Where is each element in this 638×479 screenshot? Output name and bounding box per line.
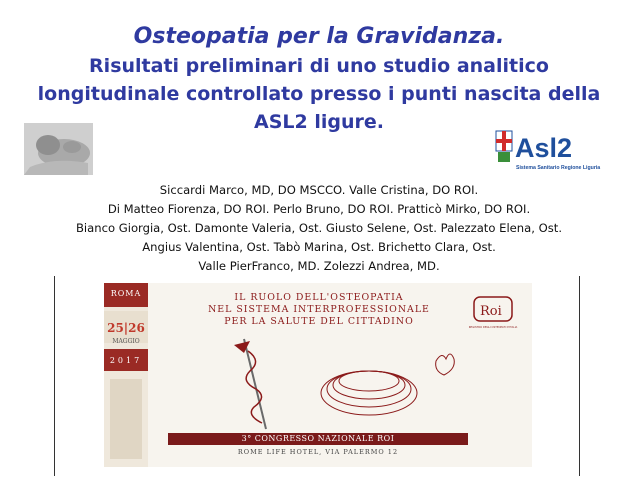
- authors-list: [0, 181, 638, 276]
- congress-poster-image: [104, 283, 532, 467]
- right-rule: [579, 276, 580, 476]
- caduceus-spiral-illustration: [204, 331, 454, 433]
- poster-venue: ROME LIFE HOTEL, VIA PALERMO 12: [237, 448, 399, 456]
- title-line-1: Osteopatia per la Gravidanza.: [133, 24, 505, 49]
- left-rule: [54, 276, 55, 476]
- sleeping-baby-photo: [24, 123, 93, 175]
- poster-heading-line-3: PER LA SALUTE DEL CITTADINO: [224, 316, 414, 327]
- asl2-logo-text: Asl2: [515, 133, 573, 163]
- poster-days: 25|26: [107, 321, 145, 335]
- asl2-logo: [494, 128, 601, 172]
- poster-congress-band: 3° CONGRESSO NAZIONALE ROI: [168, 433, 468, 445]
- title-line-4: ASL2 ligure.: [254, 111, 384, 133]
- poster-city: ROMA: [110, 289, 142, 298]
- poster-date-column: [104, 283, 148, 467]
- poster-heading: [204, 292, 434, 328]
- authors-line-3: Bianco Giorgia, Ost. Damonte Valeria, Ost. Giusto Selene, Ost. Palezzato Elena, Ost.: [75, 221, 563, 235]
- asl2-logo-caption: Sistema Sanitario Regione Liguria: [516, 165, 601, 171]
- poster-year: 2017: [109, 356, 143, 365]
- poster-heading-line-2: NEL SISTEMA INTERPROFESSIONALE: [208, 304, 430, 315]
- poster-heading-line-1: IL RUOLO DELL'OSTEOPATIA: [234, 292, 404, 303]
- authors-line-4: Angius Valentina, Ost. Tabò Marina, Ost. Brichetto Clara, Ost.: [142, 240, 496, 254]
- authors-line-5: Valle PierFranco, MD. Zolezzi Andrea, MD.: [198, 259, 440, 273]
- title-line-2: Risultati preliminari di uno studio analitico: [89, 55, 549, 77]
- roi-logo-text: Roi: [480, 304, 502, 319]
- title-block: [0, 22, 638, 136]
- authors-line-1: Siccardi Marco, MD, DO MSCCO. Valle Cristina, DO ROI.: [159, 183, 479, 197]
- title-line-3: longitudinale controllato presso i punti nascita della: [37, 83, 601, 105]
- roi-logo-caption: REGISTRO DEGLI OSTEOPATI D'ITALIA: [468, 326, 518, 329]
- roi-logo: [468, 295, 518, 333]
- authors-line-2: Di Matteo Fiorenza, DO ROI. Perlo Bruno, DO ROI. Pratticò Mirko, DO ROI.: [107, 202, 531, 216]
- poster-month: MAGGIO: [112, 338, 140, 345]
